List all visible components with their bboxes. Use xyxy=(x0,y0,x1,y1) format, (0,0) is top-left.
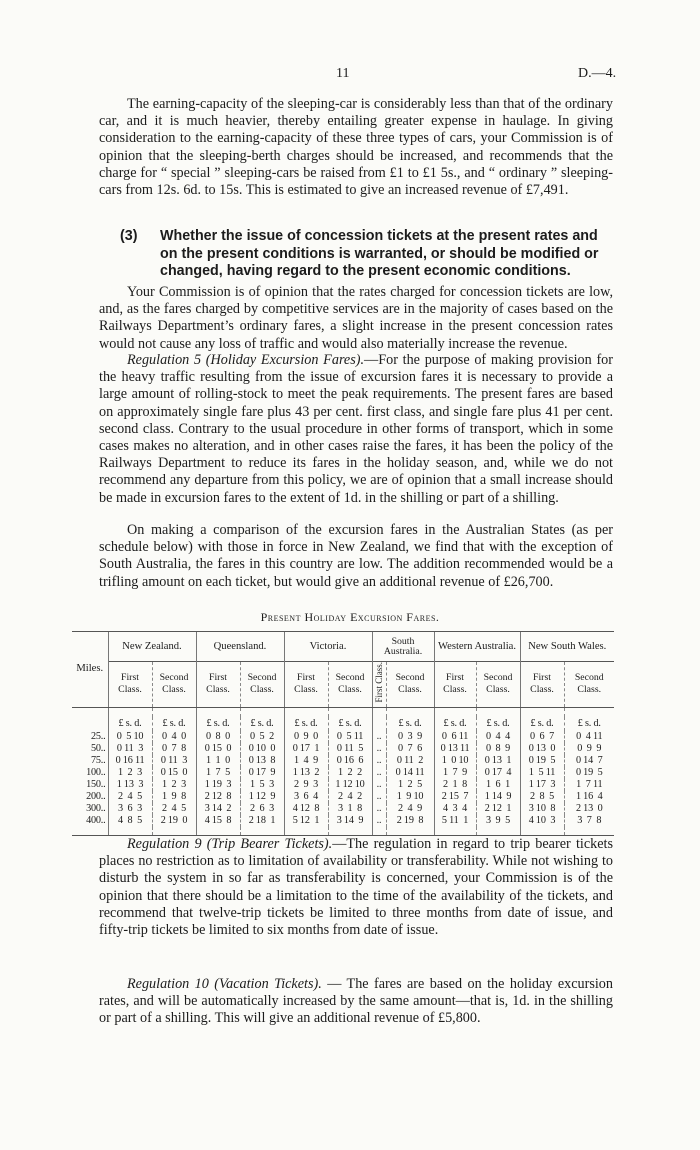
table-row xyxy=(72,779,614,791)
fare-cell-q2: 2 6 3 xyxy=(240,803,284,815)
fare-cell-q2: 1 12 9 xyxy=(240,791,284,803)
table-row xyxy=(72,803,614,815)
paragraph-regulation-9 xyxy=(99,836,613,939)
fare-cell-nz2: 1 9 8 xyxy=(152,791,196,803)
fare-cell-sa2: 1 9 10 xyxy=(386,791,434,803)
fare-cell-sa2: 1 2 5 xyxy=(386,779,434,791)
sa-second-class-header: Second Class. xyxy=(386,662,434,708)
table-row xyxy=(72,767,614,779)
fare-cell-nsw2: 3 7 8 xyxy=(564,815,614,827)
miles-cell: 75.. xyxy=(91,755,106,767)
fare-cell-wa2: 1 14 9 xyxy=(476,791,520,803)
q-first-class-header: First Class. xyxy=(196,662,240,708)
fare-cell-q2: 0 10 0 xyxy=(240,743,284,755)
fare-cell-sa1: .. xyxy=(372,767,386,779)
state-header-queensland: Queensland. xyxy=(196,632,284,662)
fare-cell-nz2: 0 7 8 xyxy=(152,743,196,755)
nz-first-class-header: First Class. xyxy=(108,662,152,708)
paragraph-comparison: On making a comparison of the excursion fares in the Australian States (as per schedule below) with those in force in New Zealand, we find that with the exception of South Australia, the fares in this country are low. The addition recommended would be a trifling amount on each ticket, but would give an additional revenue of £26,700. xyxy=(99,522,613,590)
fare-cell-nsw1: 1 17 3 xyxy=(520,779,564,791)
fare-cell-nsw2: 0 19 5 xyxy=(564,767,614,779)
units-row xyxy=(72,717,614,731)
wa-second-class-header: Second Class. xyxy=(476,662,520,708)
fare-cell-v2: 3 1 8 xyxy=(328,803,372,815)
fare-cell-nsw1: 2 8 5 xyxy=(520,791,564,803)
fare-cell-wa1: 0 13 11 xyxy=(434,743,476,755)
fare-cell-v1: 1 13 2 xyxy=(284,767,328,779)
fare-cell-nsw1: 1 5 11 xyxy=(520,767,564,779)
regulation-5-title: Regulation 5 (Holiday Excursion Fares). xyxy=(127,352,365,368)
paragraph-regulation-5 xyxy=(99,352,613,507)
table-row xyxy=(72,755,614,767)
table-row xyxy=(72,731,614,743)
fare-cell-nz2: 2 19 0 xyxy=(152,815,196,827)
fare-cell-nsw2: 1 16 4 xyxy=(564,791,614,803)
miles-cell: 300.. xyxy=(86,803,106,815)
fare-cell-v1: 2 9 3 xyxy=(284,779,328,791)
nsw-first-class-header: First Class. xyxy=(520,662,564,708)
page-number: 11 xyxy=(336,66,350,81)
fare-cell-nsw1: 4 10 3 xyxy=(520,815,564,827)
regulation-10-body: — The fares are based on the holiday excursion rates, and will be automatically increased by the same amount—that is, 1d. in the shilling or part of a shilling. This will give an additional revenue of £5,800. xyxy=(99,976,613,1027)
fare-cell-sa1: .. xyxy=(372,779,386,791)
fare-cell-nz1: 1 13 3 xyxy=(108,779,152,791)
section-number: (3) xyxy=(120,228,138,244)
fare-cell-nz2: 1 2 3 xyxy=(152,779,196,791)
fare-cell-wa1: 5 11 1 xyxy=(434,815,476,827)
unit-label: £ s. d. xyxy=(108,717,152,731)
fare-cell-nz1: 3 6 3 xyxy=(108,803,152,815)
regulation-9-body: —The regulation in regard to trip bearer tickets places no restriction as to limitation of availability or transferability. While not wishing to disturb the system in so far as transferability is concerned, your Commission is of the opinion that there should be a limitation to the time of the availability of the tickets, and recommend that twelve-trip tickets be limited to three months from date of issue, and fifty-trip tickets be limited to six months from date of issue. xyxy=(99,836,613,939)
miles-cell: 200.. xyxy=(86,791,106,803)
miles-cell: 25.. xyxy=(91,731,106,743)
v-second-class-header: Second Class. xyxy=(328,662,372,708)
wa-first-class-header: First Class. xyxy=(434,662,476,708)
state-header-western-australia: Western Australia. xyxy=(434,632,520,662)
fare-cell-v2: 1 2 2 xyxy=(328,767,372,779)
fare-cell-nsw1: 0 13 0 xyxy=(520,743,564,755)
miles-cell: 400.. xyxy=(86,815,106,827)
fare-rows xyxy=(72,731,614,827)
paragraph-sleeping-car: The earning-capacity of the sleeping-car is considerably less than that of the ordinary car, and it is much heavier, thereby entailing greater expense in haulage. In giving consideration to the earning-capacity of these three types of cars, your Commission is of opinion that the sleeping-berth charges should be increased, and recommends that the charge for “ special ” sleeping-cars be raised from £1 to £1 5s., and “ ordinary ” sleeping-cars from 12s. 6d. to 15s. This is estimated to give an increased revenue of £7,491. xyxy=(99,96,613,199)
table-row xyxy=(72,743,614,755)
fare-cell-q1: 0 8 0 xyxy=(196,731,240,743)
fare-cell-q1: 0 15 0 xyxy=(196,743,240,755)
q-second-class-header: Second Class. xyxy=(240,662,284,708)
fare-cell-v2: 1 12 10 xyxy=(328,779,372,791)
fare-cell-v1: 5 12 1 xyxy=(284,815,328,827)
regulation-9-title: Regulation 9 (Trip Bearer Tickets). xyxy=(127,836,333,852)
fare-cell-q1: 1 1 0 xyxy=(196,755,240,767)
fare-cell-wa2: 1 6 1 xyxy=(476,779,520,791)
regulation-5-body: —For the purpose of making provision for the heavy traffic resulting from the issue of excursion fares it is necessary to provide a large amount of rolling-stock to meet the peak requirements. The present fares are based on approximately single fare plus 43 per cent. first class, and single fare plus 41 per cent. second class. Contrary to the usual procedure in other forms of transport, which in some cases makes no alteration, and in other cases raise the fares, it has been the policy of the Railways Department to reduce its fares in the holiday season, and, while we do not recommend any departure from this policy, we are of opinion that a small increase should be made in excursion fares to the extent of 1d. in the shilling or part of a shilling. xyxy=(99,352,613,506)
unit-label: £ s. d. xyxy=(386,717,434,731)
fare-cell-sa2: 2 19 8 xyxy=(386,815,434,827)
paragraph-regulation-10 xyxy=(99,976,613,1028)
fare-cell-nsw2: 0 4 11 xyxy=(564,731,614,743)
nsw-second-class-header: Second Class. xyxy=(564,662,614,708)
paragraph-concession-rates: Your Commission is of opinion that the rates charged for concession tickets are low, and, as the fares charged by competitive services are in the majority of cases based on the Railways Department’s ordinary fares, a slight increase in the present concession rates would not cause any loss of traffic and would also materially increase the revenue. xyxy=(99,284,613,352)
fare-cell-q2: 0 13 8 xyxy=(240,755,284,767)
fare-cell-wa1: 1 7 9 xyxy=(434,767,476,779)
fare-cell-nz1: 1 2 3 xyxy=(108,767,152,779)
regulation-10-title: Regulation 10 (Vacation Tickets). xyxy=(127,976,322,992)
fare-cell-sa2: 0 7 6 xyxy=(386,743,434,755)
miles-header: Miles. xyxy=(72,632,108,708)
sa-first-class-header xyxy=(372,662,386,708)
state-header-victoria: Victoria. xyxy=(284,632,372,662)
fare-cell-nsw1: 0 19 5 xyxy=(520,755,564,767)
fare-cell-wa2: 0 8 9 xyxy=(476,743,520,755)
fare-cell-q1: 3 14 2 xyxy=(196,803,240,815)
nz-second-class-header: Second Class. xyxy=(152,662,196,708)
section-heading xyxy=(120,228,614,281)
fare-cell-sa1: .. xyxy=(372,755,386,767)
page-header xyxy=(0,66,700,86)
unit-label: £ s. d. xyxy=(520,717,564,731)
fare-cell-nz1: 0 11 3 xyxy=(108,743,152,755)
fare-cell-q2: 2 18 1 xyxy=(240,815,284,827)
document-reference: D.—4. xyxy=(578,66,617,81)
fare-cell-nsw2: 0 9 9 xyxy=(564,743,614,755)
unit-label: £ s. d. xyxy=(284,717,328,731)
fare-cell-q1: 1 19 3 xyxy=(196,779,240,791)
fare-cell-nz2: 0 11 3 xyxy=(152,755,196,767)
fare-cell-wa2: 0 13 1 xyxy=(476,755,520,767)
fare-cell-nz2: 0 4 0 xyxy=(152,731,196,743)
fare-cell-nz2: 0 15 0 xyxy=(152,767,196,779)
sa-first-class-label: First Class. xyxy=(374,662,384,703)
fare-cell-wa1: 4 3 4 xyxy=(434,803,476,815)
fare-cell-nz1: 0 16 11 xyxy=(108,755,152,767)
fare-cell-v1: 0 9 0 xyxy=(284,731,328,743)
fare-cell-q2: 0 5 2 xyxy=(240,731,284,743)
fare-cell-v1: 0 17 1 xyxy=(284,743,328,755)
fare-cell-wa2: 3 9 5 xyxy=(476,815,520,827)
fare-cell-wa1: 2 15 7 xyxy=(434,791,476,803)
state-header-south-australia: South Australia. xyxy=(372,632,434,662)
fare-cell-sa1: .. xyxy=(372,815,386,827)
fare-cell-nz1: 2 4 5 xyxy=(108,791,152,803)
fare-cell-nsw1: 3 10 8 xyxy=(520,803,564,815)
fare-cell-wa1: 1 0 10 xyxy=(434,755,476,767)
fare-cell-q1: 4 15 8 xyxy=(196,815,240,827)
fare-cell-nsw2: 1 7 11 xyxy=(564,779,614,791)
table-row xyxy=(72,791,614,803)
fare-cell-sa1: .. xyxy=(372,803,386,815)
fare-cell-v2: 0 11 5 xyxy=(328,743,372,755)
fare-cell-nz1: 0 5 10 xyxy=(108,731,152,743)
unit-label: £ s. d. xyxy=(240,717,284,731)
fare-cell-nz1: 4 8 5 xyxy=(108,815,152,827)
miles-cell: 50.. xyxy=(91,743,106,755)
table-row xyxy=(72,815,614,827)
fare-cell-nsw2: 0 14 7 xyxy=(564,755,614,767)
fare-cell-wa2: 0 17 4 xyxy=(476,767,520,779)
fare-cell-sa2: 2 4 9 xyxy=(386,803,434,815)
state-header-nz: New Zealand. xyxy=(108,632,196,662)
unit-label: £ s. d. xyxy=(564,717,614,731)
fare-cell-sa2: 0 3 9 xyxy=(386,731,434,743)
fare-cell-sa2: 0 11 2 xyxy=(386,755,434,767)
fare-cell-q1: 2 12 8 xyxy=(196,791,240,803)
unit-label: £ s. d. xyxy=(328,717,372,731)
fare-cell-wa2: 0 4 4 xyxy=(476,731,520,743)
section-heading-text: Whether the issue of concession tickets at the present rates and on the present conditions is warranted, or should be modified or changed, having regard to the present economic conditions. xyxy=(160,228,599,280)
fare-cell-wa1: 2 1 8 xyxy=(434,779,476,791)
unit-label: £ s. d. xyxy=(476,717,520,731)
fare-cell-nsw2: 2 13 0 xyxy=(564,803,614,815)
fare-cell-v2: 2 4 2 xyxy=(328,791,372,803)
fare-cell-q2: 0 17 9 xyxy=(240,767,284,779)
state-header-nsw: New South Wales. xyxy=(520,632,614,662)
miles-cell: 100.. xyxy=(86,767,106,779)
fare-cell-wa2: 2 12 1 xyxy=(476,803,520,815)
fare-cell-sa1: .. xyxy=(372,731,386,743)
fare-cell-wa1: 0 6 11 xyxy=(434,731,476,743)
unit-label: £ s. d. xyxy=(152,717,196,731)
table-caption: Present Holiday Excursion Fares. xyxy=(260,610,440,624)
fare-cell-sa1: .. xyxy=(372,743,386,755)
fare-cell-q1: 1 7 5 xyxy=(196,767,240,779)
fare-cell-v1: 3 6 4 xyxy=(284,791,328,803)
fare-cell-sa1: .. xyxy=(372,791,386,803)
fare-cell-v1: 4 12 8 xyxy=(284,803,328,815)
miles-cell: 150.. xyxy=(86,779,106,791)
fare-cell-v2: 0 5 11 xyxy=(328,731,372,743)
fare-cell-v2: 3 14 9 xyxy=(328,815,372,827)
excursion-fares-table xyxy=(72,631,614,836)
fare-cell-nz2: 2 4 5 xyxy=(152,803,196,815)
unit-label: £ s. d. xyxy=(196,717,240,731)
v-first-class-header: First Class. xyxy=(284,662,328,708)
fare-cell-v2: 0 16 6 xyxy=(328,755,372,767)
fare-cell-sa2: 0 14 11 xyxy=(386,767,434,779)
fare-cell-v1: 1 4 9 xyxy=(284,755,328,767)
unit-label: £ s. d. xyxy=(434,717,476,731)
fare-cell-q2: 1 5 3 xyxy=(240,779,284,791)
fare-cell-nsw1: 0 6 7 xyxy=(520,731,564,743)
